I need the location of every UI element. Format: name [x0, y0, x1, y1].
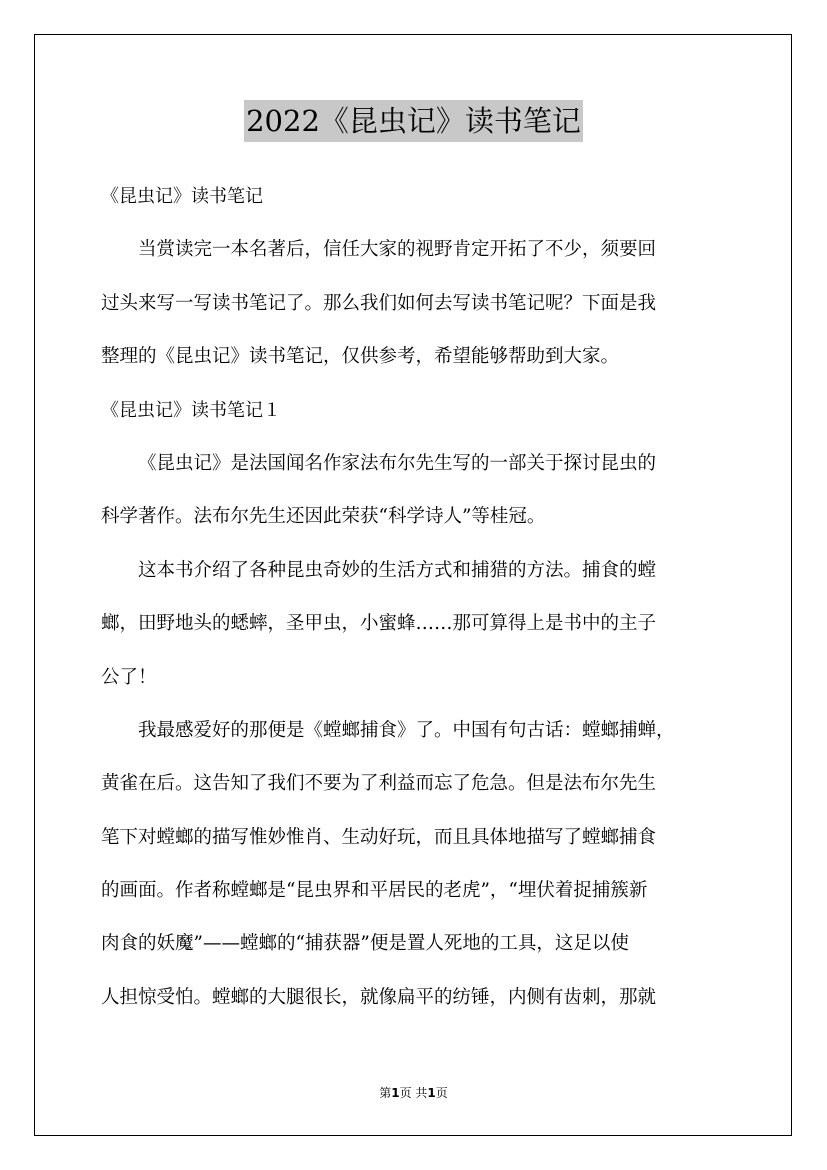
- body-paragraph: [101, 704, 733, 1024]
- footer-suffix: 页: [435, 1086, 448, 1100]
- text-line: 当赏读完一本名著后，信任大家的视野肯定开拓了不少，须要回: [138, 239, 657, 261]
- text-line: 笔下对螳螂的描写惟妙惟肖、生动好玩，而且具体地描写了螳螂捕食: [101, 826, 657, 848]
- footer-mid: 页 共: [399, 1086, 428, 1100]
- body-paragraph: [101, 544, 733, 704]
- text-line: 黄雀在后。这告知了我们不要为了利益而忘了危急。但是法布尔先生: [101, 773, 657, 795]
- text-line: 《昆虫记》读书笔记: [101, 186, 263, 207]
- body-paragraph: [101, 223, 733, 383]
- text-line: 《昆虫记》读书笔记１: [101, 399, 281, 421]
- footer-page-number: 1: [391, 1086, 400, 1100]
- section-heading: [101, 170, 733, 223]
- text-line: 这本书介绍了各种昆虫奇妙的生活方式和捕猎的方法。捕食的螳: [138, 559, 657, 581]
- text-line: 过头来写一写读书笔记了。那么我们如何去写读书笔记呢？下面是我: [101, 292, 657, 314]
- text-line: 公了！: [101, 666, 157, 688]
- text-line: 人担惊受怕。螳螂的大腿很长，就像扁平的纺锤，内侧有齿刺，那就: [101, 986, 657, 1008]
- text-line: 的画面。作者称螳螂是“昆虫界和平居民的老虎”，“埋伏着捉捕簇新: [101, 880, 648, 902]
- text-line: 《昆虫记》是法国闻名作家法布尔先生写的一部关于探讨昆虫的: [138, 452, 657, 474]
- title-wrap: [0, 100, 827, 142]
- footer-prefix: 第: [379, 1086, 392, 1100]
- footer-total-pages: 1: [427, 1086, 436, 1100]
- text-line: 整理的《昆虫记》读书笔记，仅供参考，希望能够帮助到大家。: [101, 346, 620, 368]
- text-line: 螂，田野地头的蟋蟀，圣甲虫，小蜜蜂……那可算得上是书中的主子: [101, 613, 657, 635]
- section-heading: [101, 384, 733, 437]
- text-line: 科学著作。法布尔先生还因此荣获“科学诗人”等桂冠。: [101, 506, 546, 528]
- text-line: 我最感爱好的那便是《螳螂捕食》了。中国有句古话：螳螂捕蝉，: [138, 719, 675, 741]
- text-line: 肉食的妖魔”——螳螂的“捕获器”便是置人死地的工具，这足以使: [101, 933, 629, 955]
- body-paragraph: [101, 437, 733, 544]
- page-footer: [0, 1084, 827, 1101]
- document-title: 2022《昆虫记》读书笔记: [244, 100, 583, 142]
- document-body: [101, 170, 733, 1024]
